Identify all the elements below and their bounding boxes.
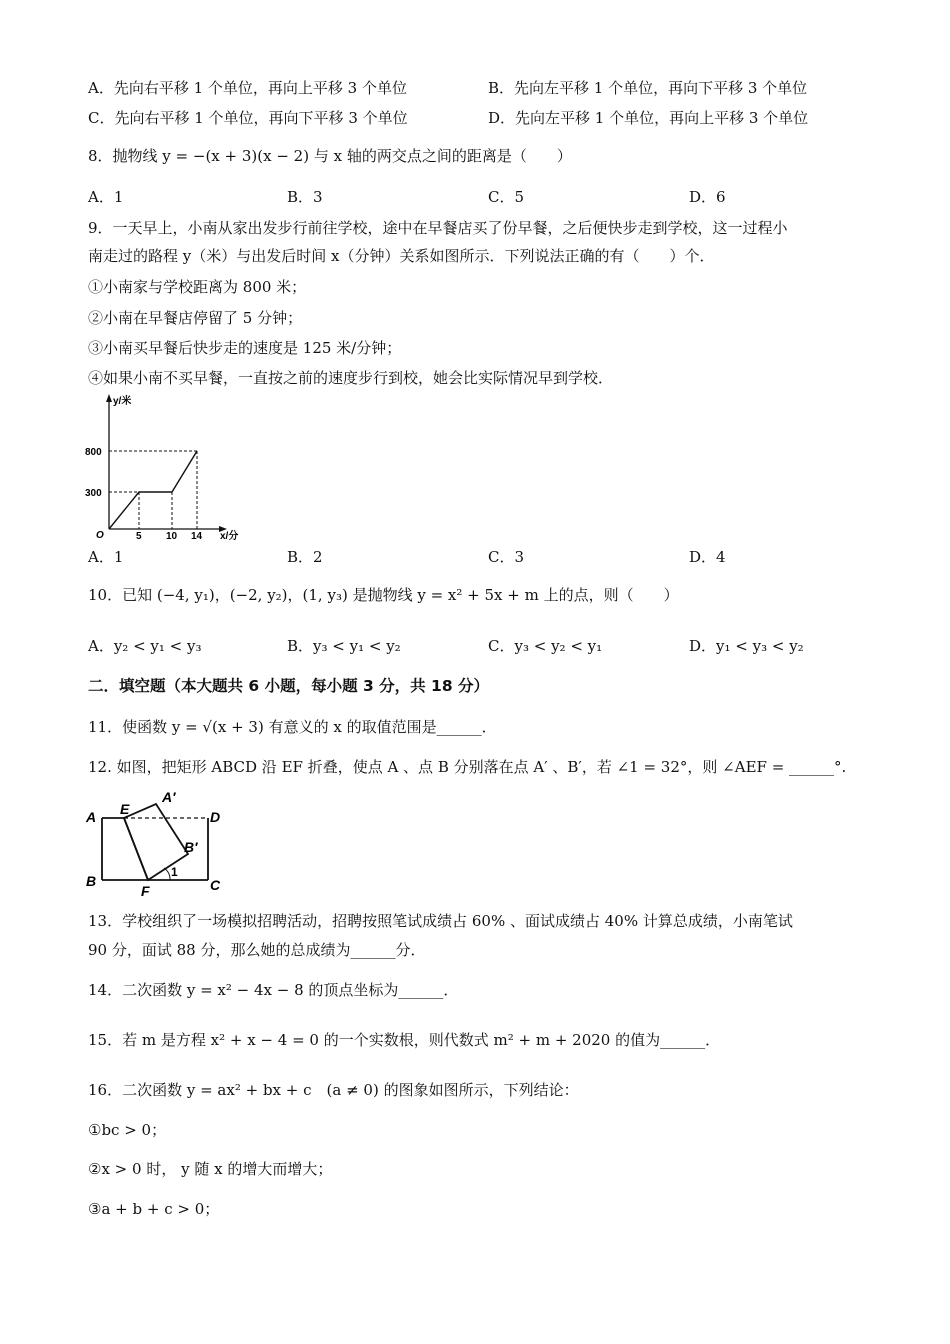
q7-option-c: C．先向右平移 1 个单位，再向下平移 3 个单位 [88,109,408,127]
q10-stem: 10．已知 (−4, y₁)，(−2, y₂)，(1, y₃) 是抛物线 y = x² + 5x + m 上的点，则（ ） [88,586,679,604]
q12-stem: 12. 如图，把矩形 ABCD 沿 EF 折叠，使点 A 、点 B 分别落在点 A′ 、B′，若 ∠1 = 32°，则 ∠AEF = ______°. [88,758,847,776]
q16-statement-3: ③a + b + c > 0； [88,1200,220,1218]
q16-statement-1: ①bc > 0； [88,1121,167,1139]
q12-label-a-prime: A′ [162,789,176,805]
q9-statement-1: ①小南家与学校距离为 800 米； [88,278,307,296]
q12-label-a: A [86,809,97,825]
q10-option-d: D．y₁ < y₃ < y₂ [689,637,804,655]
q10-option-c: C．y₃ < y₂ < y₁ [488,637,603,655]
q12-label-b: B [86,873,97,889]
q9-option-b: B．2 [287,548,323,566]
q13-line1: 13．学校组织了一场模拟招聘活动，招聘按照笔试成绩占 60% 、面试成绩占 40% 计算总成绩，小南笔试 [88,912,793,930]
q7-option-a: A．先向右平移 1 个单位，再向上平移 3 个单位 [88,79,407,97]
q9-statement-3: ③小南买早餐后快步走的速度是 125 米/分钟； [88,339,402,357]
section-2-title: 二．填空题（本大题共 6 小题，每小题 3 分，共 18 分） [88,677,490,695]
q9-distance-time-graph [84,392,274,542]
q9-y-axis-label: y/米 [113,396,132,407]
q8-option-a: A．1 [88,188,124,206]
q9-x-tick-14: 14 [191,531,203,542]
q9-x-tick-5: 5 [136,531,142,542]
q12-folded-rectangle-figure [84,786,234,898]
q9-x-axis-label: x/分 [220,531,239,542]
q9-graph-line [109,451,197,529]
q10-option-a: A．y₂ < y₁ < y₃ [88,637,202,655]
q12-label-b-prime: B′ [184,839,198,855]
q8-stem: 8．抛物线 y = −(x + 3)(x − 2) 与 x 轴的两交点之间的距离是（ ） [88,147,572,165]
q7-option-d: D．先向左平移 1 个单位，再向上平移 3 个单位 [488,109,809,127]
q11-stem: 11．使函数 y = √(x + 3) 有意义的 x 的取值范围是______． [88,718,497,736]
q8-option-d: D．6 [689,188,726,206]
q9-origin-label: O [96,530,104,541]
q12-label-f: F [141,883,150,898]
q16-stem: 16．二次函数 y = ax² + bx + c (a ≠ 0) 的图象如图所示，下列结论： [88,1081,579,1099]
q12-label-e: E [120,801,130,817]
q16-statement-2: ②x > 0 时， y 随 x 的增大而增大； [88,1160,333,1178]
q15-stem: 15．若 m 是方程 x² + x − 4 = 0 的一个实数根，则代数式 m² + m + 2020 的值为______． [88,1031,721,1049]
q9-y-tick-300: 300 [85,488,102,499]
q9-option-d: D．4 [689,548,726,566]
q12-label-d: D [210,809,221,825]
q9-x-tick-10: 10 [166,531,178,542]
q9-option-c: C．3 [488,548,525,566]
q9-stem-line1: 9．一天早上，小南从家出发步行前往学校，途中在早餐店买了份早餐，之后便快步走到学校，这一过程小 [88,219,788,237]
q7-option-b: B．先向左平移 1 个单位，再向下平移 3 个单位 [488,79,808,97]
q12-label-angle-1: 1 [171,865,178,879]
q13-line2: 90 分，面试 88 分，那么她的总成绩为______分． [88,941,426,959]
q14-stem: 14．二次函数 y = x² − 4x − 8 的顶点坐标为______． [88,981,459,999]
q10-option-b: B．y₃ < y₁ < y₂ [287,637,401,655]
q12-label-c: C [210,877,221,893]
q9-statement-2: ②小南在早餐店停留了 5 分钟； [88,309,303,327]
q9-y-tick-800: 800 [85,447,102,458]
q9-option-a: A．1 [88,548,124,566]
q9-stem-line2: 南走过的路程 y（米）与出发后时间 x（分钟）关系如图所示．下列说法正确的有（ ）个． [88,247,715,265]
q8-option-c: C．5 [488,188,525,206]
q8-option-b: B．3 [287,188,323,206]
q9-statement-4: ④如果小南不买早餐，一直按之前的速度步行到校，她会比实际情况早到学校． [88,369,614,387]
